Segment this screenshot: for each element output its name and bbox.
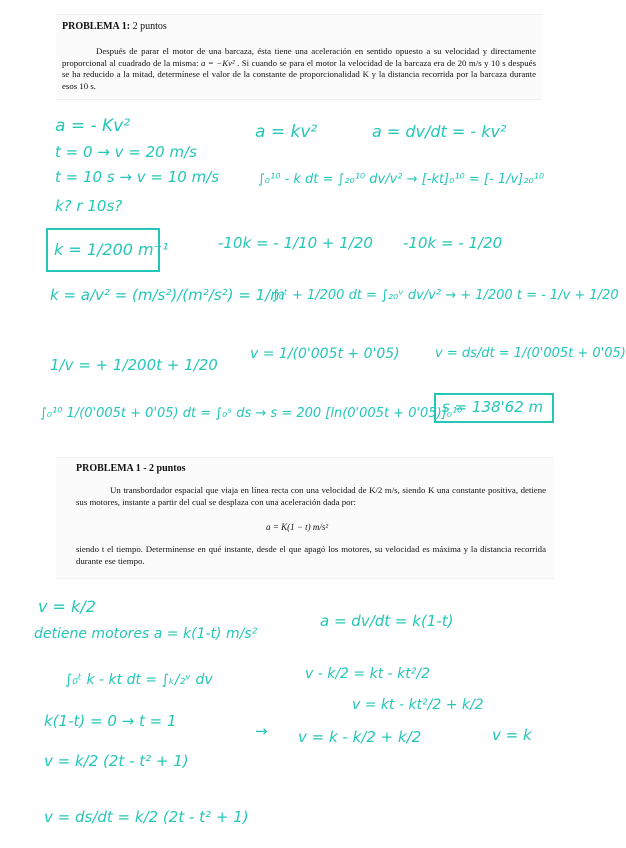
handwritten-line: v = ds/dt = 1/(0'005t + 0'05) [435, 346, 626, 361]
handwritten-line: k? r 10s? [55, 197, 123, 215]
handwritten-line: t = 10 s → v = 10 m/s [55, 168, 220, 186]
problem-2-statement [56, 457, 554, 579]
handwritten-line: → [255, 722, 268, 740]
handwritten-line: v = k [492, 726, 532, 744]
handwritten-line: 1/v = + 1/200t + 1/20 [50, 356, 218, 374]
handwritten-line: v = k/2 [38, 597, 96, 616]
handwritten-line: t = 0 → v = 20 m/s [55, 143, 197, 161]
handwritten-line: k(1-t) = 0 → t = 1 [44, 712, 177, 730]
problem-2-equation: a = K(1 − t) m/s² [266, 522, 329, 532]
handwritten-line: a = kv² [255, 122, 318, 142]
handwritten-line: v - k/2 = kt - kt²/2 [305, 666, 430, 682]
handwritten-line: detiene motores a = k(1-t) m/s² [34, 626, 258, 642]
problem-2-text: Un transbordador espacial que viaja en línea recta con una velocidad de K/2 m/s, siendo K una constante positiva, detiene sus motores, instante a partir del cual se desplaza con una aceleración dada por: [76, 485, 546, 507]
handwritten-line: v = kt - kt²/2 + k/2 [352, 697, 484, 713]
handwritten-line: a = - Kv² [55, 116, 131, 136]
problem-2-text-after: siendo t el tiempo. Determínense en qué instante, desde el que apagó los motores, su velocidad es máxima y la distancia recorrida durante ese tiempo. [76, 544, 546, 566]
handwritten-line: s = 138'62 m [442, 398, 544, 416]
handwritten-line: a = dv/dt = k(1-t) [320, 612, 454, 630]
problem-1-title: PROBLEMA 1: 2 puntos [62, 21, 167, 32]
problem-2-title: PROBLEMA 1 - 2 puntos [76, 463, 186, 474]
handwritten-line: ∫₀¹⁰ 1/(0'005t + 0'05) dt = ∫₀ˢ ds → s = 200 [ln(0'005t + 0'05)]₀¹⁰ [40, 406, 463, 421]
problem-1-statement [56, 14, 542, 100]
handwritten-line: k = a/v² = (m/s²)/(m²/s²) = 1/m [50, 286, 285, 304]
handwritten-line: v = k/2 (2t - t² + 1) [44, 752, 189, 770]
handwritten-line: v = 1/(0'005t + 0'05) [250, 346, 400, 362]
handwritten-line: ∫₀¹⁰ - k dt = ∫₂₀¹⁰ dv/v² → [-kt]₀¹⁰ = [- 1/v]₂₀¹⁰ [258, 172, 545, 187]
handwritten-line: ∫₀ᵗ + 1/200 dt = ∫₂₀ᵛ dv/v² → + 1/200 t = - 1/v + 1/20 [272, 288, 619, 303]
handwritten-line: ∫₀ᵗ k - kt dt = ∫ₖ/₂ᵛ dv [65, 672, 213, 688]
handwritten-line: v = ds/dt = k/2 (2t - t² + 1) [44, 808, 249, 826]
handwritten-line: v = k - k/2 + k/2 [298, 728, 422, 746]
handwritten-line: -10k = - 1/20 [403, 234, 503, 252]
problem-1-text: Después de parar el motor de una barcaza, ésta tiene una aceleración en sentido opuesto a su velocidad y directamente proporcional al cuadrado de la misma: a = −Kv² . Si cuando se para el motor la velocidad de la barcaza era de 20 m/s y 10 s después se ha reducido a la mitad, determínese el valor de la constante de proporcionalidad K y la distancia recorrida por la barcaza durante esos 10 s. [62, 46, 537, 91]
handwritten-line: k = 1/200 m⁻¹ [54, 240, 169, 259]
handwritten-line: -10k = - 1/10 + 1/20 [218, 234, 373, 252]
handwritten-line: a = dv/dt = - kv² [372, 122, 507, 141]
